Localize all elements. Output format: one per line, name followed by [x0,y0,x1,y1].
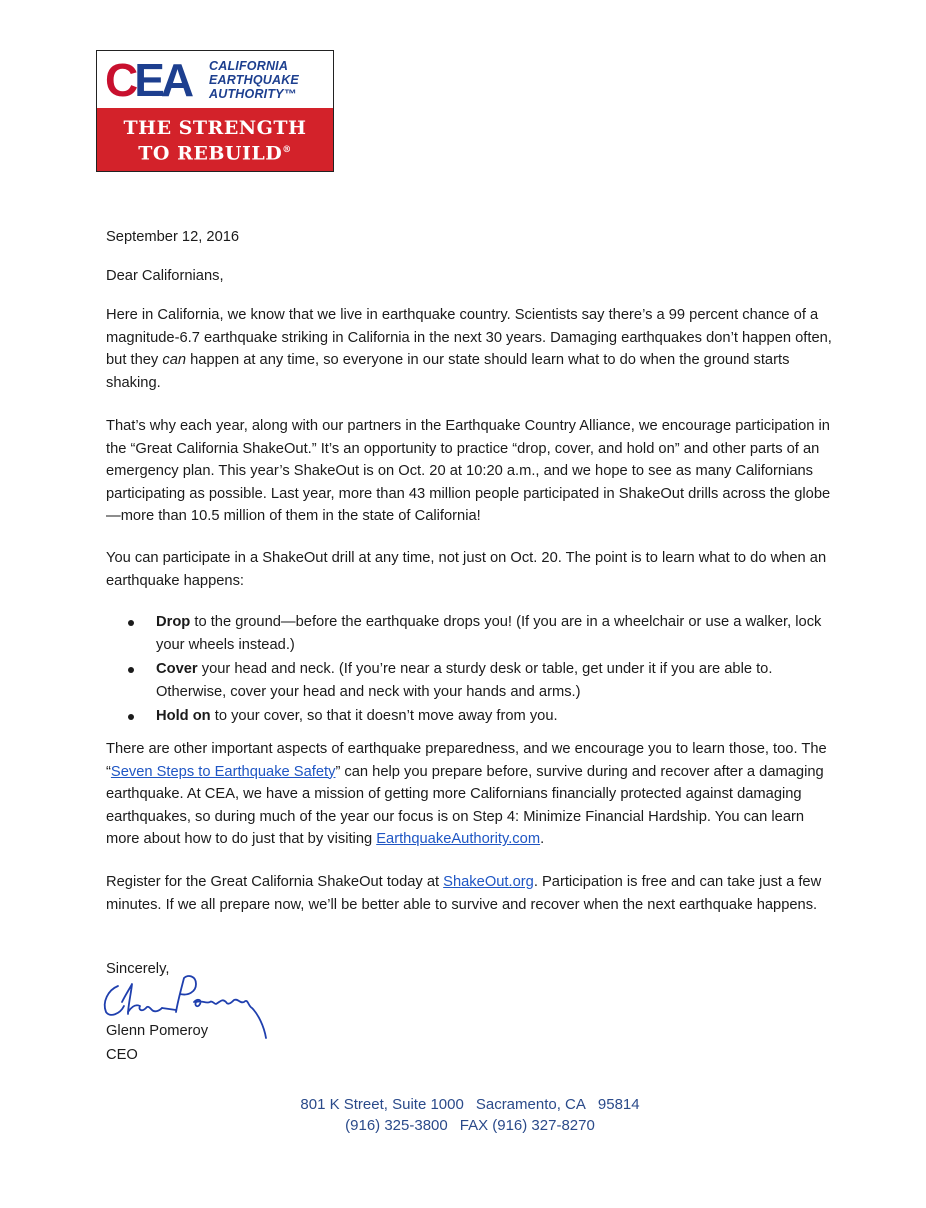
footer-zip: 95814 [597,1096,640,1113]
p1-emphasis: can [162,352,187,369]
bullet-keyword: Hold on [156,708,211,725]
p1-text-b: happen at any time, so everyone in our state should learn what to do when the ground starts shaking. [106,352,790,391]
footer-phones [220,1116,720,1136]
paragraph-4 [106,738,836,851]
safety-steps-list [106,611,836,730]
cea-logo [96,50,334,172]
registered-mark: ® [282,145,292,155]
footer-city: Sacramento, CA [475,1096,586,1113]
footer-street: 801 K Street, Suite 1000 [300,1096,464,1113]
bullet-text: your head and neck. (If you’re near a sturdy desk or table, get under it if you are able to. Otherwise, cover your head and neck with your hands and arms.) [156,661,773,700]
paragraph-2: That’s why each year, along with our partners in the Earthquake Country Alliance, we encourage participation in the “Great California ShakeOut.” It’s an opportunity to practice “drop, cover, and hold on” and other parts of an emergency plan. This year’s ShakeOut is on Oct. 20 at 10:20 a.m., and we hope to see as many Californians participating as possible. Last year, more than 43 million people participated in ShakeOut drills across the globe—more than 10.5 million of them in the state of California! [106,418,831,525]
p4-text-c: . [540,831,545,848]
p4-text-a: There are other important aspects of earthquake preparedness, and we encourage you to learn those, too. The “ [106,741,827,780]
p5-text-b: . Participation is free and can take just a few minutes. If we all prepare now, we’ll be better able to survive and recover when the next earthquake happens. [106,874,822,913]
logo-top [97,51,333,108]
salutation: Dear Californians, [106,268,224,284]
logo-mark [105,55,190,105]
paragraph-5 [106,871,836,916]
footer-fax: FAX (916) 327-8270 [459,1117,595,1134]
logo-org-name [209,59,331,101]
logo-tagline-band [97,108,333,171]
paragraph-3: You can participate in a ShakeOut drill at any time, not just on Oct. 20. The point is to learn what to do when an earthquake happens: [106,550,827,589]
bullet-keyword: Drop [156,614,191,630]
footer-address [220,1095,720,1115]
closing: Sincerely, [106,961,170,977]
tagline-line1: THE STRENGTH [123,117,307,139]
list-item [106,705,836,728]
footer-phone: (916) 325-3800 [345,1117,448,1134]
bullet-icon [128,714,134,720]
bullet-keyword: Cover [156,661,198,678]
letter-date: September 12, 2016 [106,229,240,245]
p1-text-a: Here in California, we know that we live in earthquake country. Scientists say there’s a 99 percent chance of a magnitude-6.7 earthquake striking in California in the next 30 years. Damaging earthquakes don’t happen often, but they [106,307,832,369]
tagline-line2: TO REBUILD [138,142,283,165]
logo-name-line3: AUTHORITY™ [209,87,297,101]
sender-title: CEO [106,1047,138,1063]
p5-text-a: Register for the Great California ShakeOut today at [106,874,444,890]
sender-name: Glenn Pomeroy [106,1023,209,1039]
logo-tagline [97,117,333,164]
bullet-text: to the ground—before the earthquake drops you! (If you are in a wheelchair or use a walker, lock your wheels instead.) [156,614,822,653]
logo-name-line1: CALIFORNIA [209,59,289,73]
list-item [106,658,836,703]
bullet-icon [128,667,134,673]
paragraph-1 [106,304,836,394]
logo-name-line2: EARTHQUAKE [209,73,299,87]
bullet-icon [128,620,134,626]
earthquake-authority-link[interactable]: EarthquakeAuthority.com [376,831,541,848]
logo-mark-c: C [105,54,135,106]
bullet-text: to your cover, so that it doesn’t move away from you. [210,708,558,725]
p4-text-b: ” can help you prepare before, survive during and recover after a damaging earthquake. At CEA, we have a mission of getting more Californians financially protected against damaging earthquakes, so during much of the year our focus is on Step 4: Minimize Financial Hardship. You can learn more about how to do just that by visiting [106,763,824,848]
list-item [106,611,836,656]
seven-steps-link[interactable]: Seven Steps to Earthquake Safety [110,763,336,780]
shakeout-link[interactable]: ShakeOut.org [443,874,534,890]
logo-mark-ea: EA [134,54,191,106]
